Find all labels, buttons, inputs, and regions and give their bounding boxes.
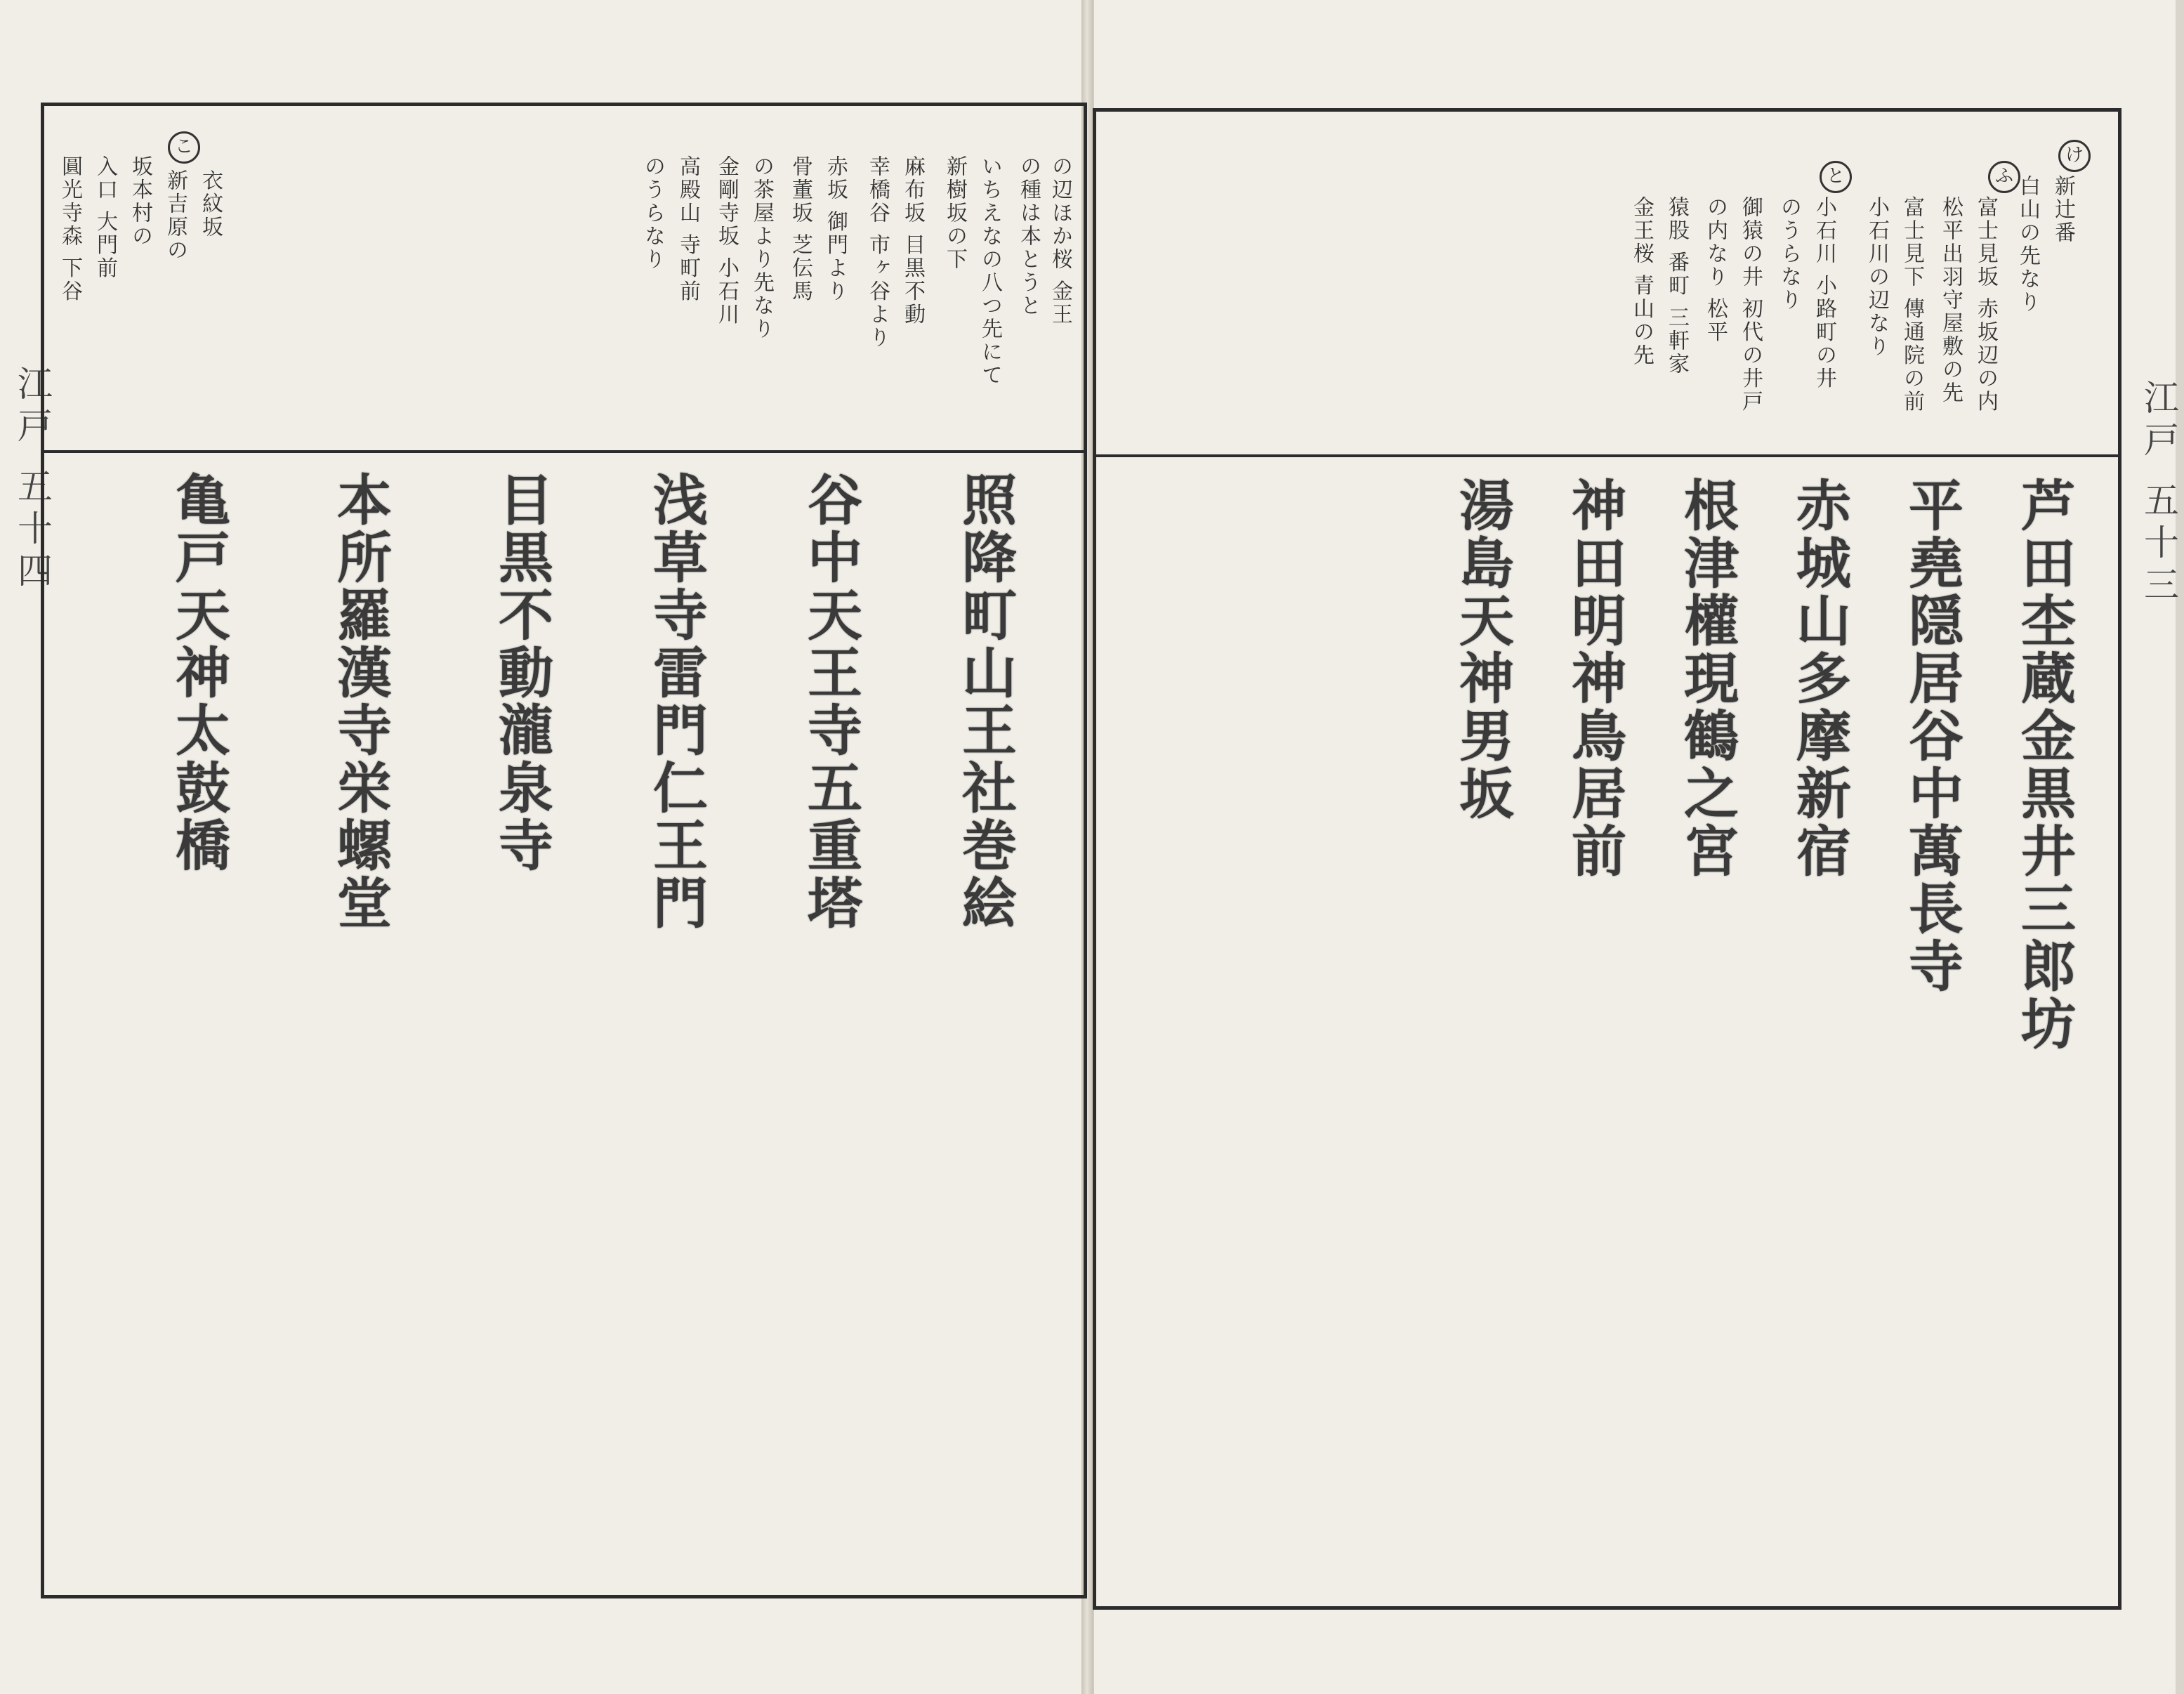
- index-entry: 圓光寺森 下谷: [58, 155, 82, 303]
- main-entry: 芦田杢蔵金黒井三郎坊: [2012, 477, 2076, 1053]
- index-entry: の種は本とうと: [1016, 155, 1041, 317]
- left-margin-label: 江戸 五十四: [12, 365, 53, 594]
- main-entry: 神田明神鳥居前: [1563, 477, 1626, 880]
- main-entry: 湯島天神男坂: [1450, 477, 1514, 822]
- right-divider: [1096, 454, 2118, 457]
- index-entry: 骨董坂 芝伝馬: [788, 155, 813, 303]
- index-entry: 新吉原の: [163, 169, 188, 262]
- ko-marker-icon: こ: [168, 131, 200, 164]
- index-entry: のうらなり: [640, 155, 665, 271]
- right-margin-label: 江戸 五十三: [2138, 379, 2179, 608]
- main-entry: 本所羅漢寺栄螺堂: [328, 471, 392, 932]
- index-entry: 白山の先なり: [2015, 175, 2040, 314]
- index-entry: 入口 大門前: [93, 155, 117, 280]
- to-marker-icon: と: [1820, 161, 1852, 193]
- main-entry: 赤城山多摩新宿: [1787, 477, 1851, 880]
- index-entry: 金剛寺坂 小石川: [714, 155, 739, 327]
- index-entry: 赤坂 御門より: [823, 155, 848, 303]
- index-entry: 幸橋谷 市ヶ谷より: [865, 155, 890, 350]
- index-entry: 猿股 番町 三軒家: [1664, 196, 1689, 376]
- main-entry: 平堯隠居谷中萬長寺: [1900, 477, 1963, 995]
- index-entry: の茶屋より先なり: [749, 155, 774, 341]
- main-entry: 亀戸天神太鼓橋: [166, 471, 230, 874]
- index-entry: 松平出羽守屋敷の先: [1938, 196, 1963, 405]
- index-entry: 富士見下 傳通院の前: [1900, 196, 1924, 414]
- index-entry: の内なり 松平: [1703, 196, 1728, 344]
- index-entry: 高殿山 寺町前: [676, 155, 700, 303]
- main-entry: 根津權現鶴之宮: [1675, 477, 1739, 880]
- index-entry: 坂本村の: [128, 155, 152, 248]
- left-divider: [44, 450, 1084, 453]
- index-entry: 麻布坂 目黒不動: [900, 155, 925, 327]
- index-entry: 金王桜 青山の先: [1629, 196, 1654, 367]
- index-entry: 小石川 小路町の井: [1812, 196, 1836, 390]
- index-entry: 新辻番: [2051, 175, 2075, 244]
- index-entry: 衣紋坂: [198, 169, 223, 239]
- ke-marker-icon: け: [2058, 140, 2091, 172]
- fu-marker-icon: ふ: [1988, 161, 2020, 193]
- left-frame: [41, 103, 1087, 1598]
- index-entry: 富士見坂 赤坂辺の内: [1973, 196, 1998, 414]
- index-entry: のうらなり: [1777, 196, 1801, 312]
- right-frame: [1093, 108, 2121, 1610]
- index-entry: 小石川の辺なり: [1864, 196, 1889, 358]
- main-entry: 目黒不動瀧泉寺: [489, 471, 553, 874]
- index-entry: 御猿の井 初代の井戸: [1738, 196, 1763, 414]
- main-entry: 谷中天王寺五重塔: [798, 471, 862, 932]
- index-entry: の辺ほか桜 金王: [1048, 155, 1072, 327]
- index-entry: いちえなの八つ先にて: [978, 155, 1002, 387]
- main-entry: 浅草寺雷門仁王門: [644, 471, 708, 932]
- index-entry: 新樹坂の下: [942, 155, 967, 271]
- main-entry: 照降町山王社巻絵: [953, 471, 1017, 932]
